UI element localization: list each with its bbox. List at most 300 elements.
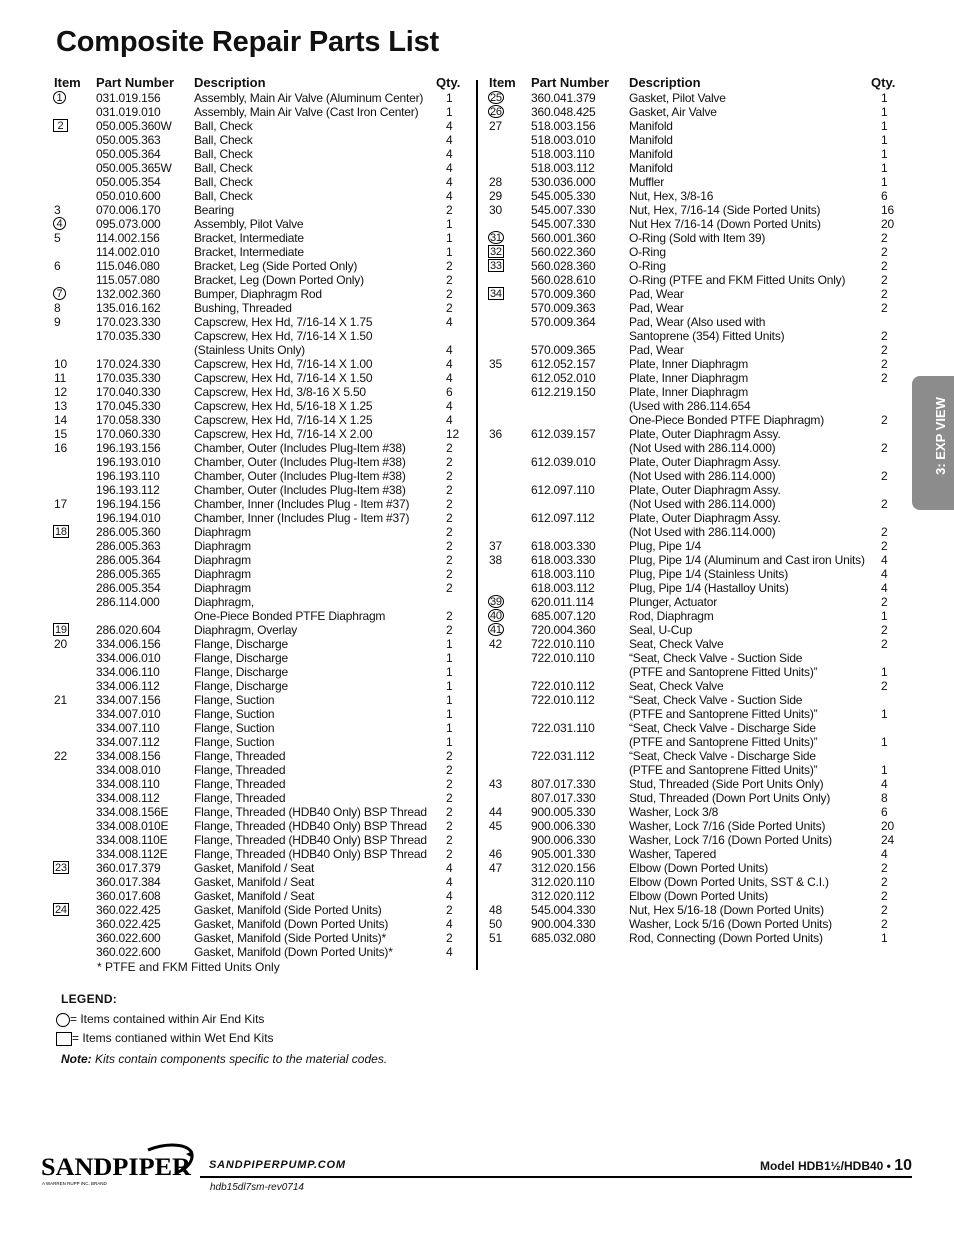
qty-cell: 1 bbox=[446, 735, 453, 749]
table-header bbox=[52, 75, 466, 91]
table-row bbox=[487, 847, 901, 861]
table-row bbox=[52, 329, 466, 343]
part-number-cell: 612.039.010 bbox=[531, 455, 596, 469]
qty-cell: 2 bbox=[446, 931, 453, 945]
description-cell: Ball, Check bbox=[194, 175, 253, 189]
part-number-cell: 312.020.156 bbox=[531, 861, 596, 875]
description-cell: Flange, Threaded (HDB40 Only) BSP Thread bbox=[194, 819, 427, 833]
qty-cell: 4 bbox=[881, 553, 888, 567]
table-row bbox=[487, 371, 901, 385]
table-row bbox=[52, 833, 466, 847]
table-row bbox=[52, 427, 466, 441]
part-number-cell: 334.008.112 bbox=[96, 791, 160, 805]
item-cell: 22 bbox=[54, 749, 67, 763]
description-cell: Flange, Threaded bbox=[194, 763, 286, 777]
table-row bbox=[52, 399, 466, 413]
part-number-cell: 620.011.114 bbox=[531, 595, 594, 609]
qty-cell: 2 bbox=[881, 301, 888, 315]
table-row bbox=[52, 203, 466, 217]
description-cell: Flange, Suction bbox=[194, 707, 275, 721]
item-cell: 9 bbox=[54, 315, 61, 329]
table-row bbox=[52, 903, 466, 917]
website-link[interactable]: SANDPIPERPUMP.COM bbox=[209, 1159, 346, 1171]
description-cell: Pad, Wear (Also used with bbox=[629, 315, 766, 329]
table-row bbox=[487, 245, 901, 259]
description-cell: Gasket, Air Valve bbox=[629, 105, 717, 119]
logo-subtext: A WARREN RUPP INC. BRAND bbox=[42, 1181, 107, 1186]
part-number-cell: 722.010.110 bbox=[531, 637, 595, 651]
table-row bbox=[52, 511, 466, 525]
part-number-cell: 196.194.156 bbox=[96, 497, 161, 511]
part-number-cell: 545.004.330 bbox=[531, 903, 596, 917]
table-row bbox=[487, 819, 901, 833]
table-row bbox=[487, 105, 901, 119]
qty-cell: 16 bbox=[881, 203, 894, 217]
qty-cell: 4 bbox=[446, 133, 453, 147]
part-number-cell: 900.006.330 bbox=[531, 833, 596, 847]
description-cell: Chamber, Outer (Includes Plug-Item #38) bbox=[194, 483, 406, 497]
qty-cell: 2 bbox=[446, 469, 453, 483]
qty-cell: 2 bbox=[446, 525, 453, 539]
description-cell: Plate, Outer Diaphragm Assy. bbox=[629, 427, 781, 441]
item-cell: 47 bbox=[489, 861, 502, 875]
item-cell: 13 bbox=[54, 399, 67, 413]
part-number-cell: 612.097.112 bbox=[531, 511, 595, 525]
table-row bbox=[52, 371, 466, 385]
qty-cell: 2 bbox=[446, 301, 453, 315]
part-number-cell: 132.002.360 bbox=[96, 287, 161, 301]
part-number-cell: 050.005.354 bbox=[96, 175, 161, 189]
table-row bbox=[52, 679, 466, 693]
header-description: Description bbox=[194, 75, 266, 90]
table-row bbox=[487, 189, 901, 203]
part-number-cell: 114.002.010 bbox=[96, 245, 160, 259]
part-number-cell: 334.007.110 bbox=[96, 721, 160, 735]
table-row bbox=[487, 259, 901, 273]
section-tab[interactable] bbox=[912, 376, 954, 510]
part-number-cell: 170.040.330 bbox=[96, 385, 161, 399]
description-cell: Chamber, Inner (Includes Plug - Item #37) bbox=[194, 511, 410, 525]
table-row bbox=[52, 245, 466, 259]
legend-air-end-text: = Items contained within Air End Kits bbox=[70, 1012, 265, 1026]
description-cell: Ball, Check bbox=[194, 189, 253, 203]
qty-cell: 1 bbox=[881, 763, 888, 777]
qty-cell: 2 bbox=[446, 567, 453, 581]
qty-cell: 2 bbox=[881, 245, 888, 259]
description-cell: Flange, Suction bbox=[194, 693, 275, 707]
table-row bbox=[52, 385, 466, 399]
qty-cell: 1 bbox=[881, 707, 888, 721]
part-number-cell: 570.009.364 bbox=[531, 315, 596, 329]
qty-cell: 6 bbox=[881, 805, 888, 819]
description-cell: Flange, Threaded bbox=[194, 777, 286, 791]
part-number-cell: 612.052.157 bbox=[531, 357, 596, 371]
table-row bbox=[52, 259, 466, 273]
part-number-cell: 170.035.330 bbox=[96, 329, 161, 343]
qty-cell: 1 bbox=[446, 679, 453, 693]
part-number-cell: 560.028.610 bbox=[531, 273, 596, 287]
table-row bbox=[487, 147, 901, 161]
part-number-cell: 612.097.110 bbox=[531, 483, 595, 497]
table-row bbox=[52, 231, 466, 245]
table-row bbox=[52, 749, 466, 763]
model-name: Model HDB1½/HDB40 • bbox=[759, 1159, 895, 1173]
table-row bbox=[487, 203, 901, 217]
part-number-cell: 570.009.360 bbox=[531, 287, 596, 301]
part-number-cell: 286.005.365 bbox=[96, 567, 161, 581]
part-number-cell: 807.017.330 bbox=[531, 777, 596, 791]
qty-cell: 2 bbox=[446, 777, 453, 791]
description-cell: Nut, Hex 5/16-18 (Down Ported Units) bbox=[629, 903, 824, 917]
table-row bbox=[487, 455, 901, 469]
part-number-cell: 685.007.120 bbox=[531, 609, 596, 623]
qty-cell: 4 bbox=[446, 399, 453, 413]
description-cell: (Stainless Units Only) bbox=[194, 343, 305, 357]
description-cell: Gasket, Manifold (Down Ported Units)* bbox=[194, 945, 393, 959]
item-cell: 35 bbox=[489, 357, 502, 371]
part-number-cell: 334.007.010 bbox=[96, 707, 161, 721]
wet-end-kit-marker: 33 bbox=[490, 260, 502, 272]
table-row bbox=[487, 315, 901, 329]
wet-end-kit-marker: 19 bbox=[55, 624, 67, 636]
description-cell: Diaphragm, bbox=[194, 595, 255, 609]
qty-cell: 4 bbox=[446, 343, 453, 357]
part-number-cell: 286.020.604 bbox=[96, 623, 161, 637]
table-row bbox=[487, 735, 901, 749]
description-cell: Ball, Check bbox=[194, 133, 253, 147]
qty-cell: 1 bbox=[446, 91, 453, 105]
description-cell: Flange, Suction bbox=[194, 721, 275, 735]
qty-cell: 1 bbox=[881, 133, 888, 147]
part-number-cell: 360.017.379 bbox=[96, 861, 161, 875]
qty-cell: 2 bbox=[881, 525, 888, 539]
table-row bbox=[487, 763, 901, 777]
description-cell: Diaphragm bbox=[194, 539, 251, 553]
table-row bbox=[52, 119, 466, 133]
description-cell: “Seat, Check Valve - Suction Side bbox=[629, 693, 803, 707]
wet-end-kit-marker: 34 bbox=[490, 288, 502, 300]
description-cell: Flange, Discharge bbox=[194, 679, 288, 693]
item-cell: 5 bbox=[54, 231, 61, 245]
description-cell: Flange, Threaded bbox=[194, 791, 286, 805]
description-cell: Plug, Pipe 1/4 (Stainless Units) bbox=[629, 567, 789, 581]
qty-cell: 4 bbox=[446, 861, 453, 875]
table-row bbox=[52, 161, 466, 175]
part-number-cell: 095.073.000 bbox=[96, 217, 161, 231]
description-cell: Diaphragm bbox=[194, 553, 251, 567]
rows-right bbox=[487, 91, 901, 945]
description-cell: (PTFE and Santoprene Fitted Units)” bbox=[629, 665, 818, 679]
table-row bbox=[487, 217, 901, 231]
part-number-cell: 170.045.330 bbox=[96, 399, 161, 413]
qty-cell: 2 bbox=[446, 203, 453, 217]
table-row bbox=[52, 665, 466, 679]
description-cell: Santoprene (354) Fitted Units) bbox=[629, 329, 785, 343]
item-cell: 10 bbox=[54, 357, 67, 371]
part-number-cell: 286.005.364 bbox=[96, 553, 161, 567]
description-cell: Chamber, Inner (Includes Plug - Item #37) bbox=[194, 497, 410, 511]
item-cell: 50 bbox=[489, 917, 502, 931]
page-title: Composite Repair Parts List bbox=[56, 26, 439, 58]
table-row bbox=[52, 147, 466, 161]
table-row bbox=[52, 917, 466, 931]
description-cell: Flange, Threaded bbox=[194, 749, 286, 763]
description-cell: Capscrew, Hex Hd, 7/16-14 X 2.00 bbox=[194, 427, 373, 441]
part-number-cell: 560.022.360 bbox=[531, 245, 596, 259]
qty-cell: 2 bbox=[881, 441, 888, 455]
header-part-number: Part Number bbox=[531, 75, 610, 90]
air-end-kit-marker: 39 bbox=[490, 596, 502, 608]
table-row bbox=[487, 903, 901, 917]
section-tab-label: 3: EXP VIEW bbox=[933, 397, 948, 475]
item-cell: 6 bbox=[54, 259, 61, 273]
qty-cell: 2 bbox=[446, 483, 453, 497]
qty-cell: 4 bbox=[446, 917, 453, 931]
description-cell: Assembly, Main Air Valve (Aluminum Center) bbox=[194, 91, 424, 105]
part-number-cell: 334.008.110E bbox=[96, 833, 168, 847]
table-row bbox=[52, 595, 466, 609]
table-row bbox=[487, 161, 901, 175]
part-number-cell: 334.008.010 bbox=[96, 763, 161, 777]
table-row bbox=[52, 805, 466, 819]
description-cell: Pad, Wear bbox=[629, 343, 684, 357]
description-cell: Assembly, Pilot Valve bbox=[194, 217, 304, 231]
wet-end-kit-marker: 18 bbox=[55, 526, 67, 538]
sandpiper-logo-icon bbox=[40, 1142, 196, 1192]
qty-cell: 2 bbox=[881, 329, 888, 343]
table-row bbox=[487, 469, 901, 483]
description-cell: Gasket, Manifold (Down Ported Units) bbox=[194, 917, 389, 931]
part-number-cell: 518.003.110 bbox=[531, 147, 595, 161]
air-end-kit-marker: 26 bbox=[490, 106, 502, 118]
qty-cell: 1 bbox=[881, 161, 888, 175]
qty-cell: 8 bbox=[881, 791, 888, 805]
qty-cell: 2 bbox=[446, 791, 453, 805]
table-row bbox=[487, 511, 901, 525]
item-cell: 30 bbox=[489, 203, 502, 217]
item-cell: 29 bbox=[489, 189, 502, 203]
table-row bbox=[52, 777, 466, 791]
table-row bbox=[487, 721, 901, 735]
qty-cell: 2 bbox=[881, 539, 888, 553]
qty-cell: 24 bbox=[881, 833, 894, 847]
description-cell: O-Ring bbox=[629, 245, 666, 259]
table-row bbox=[487, 399, 901, 413]
description-cell: One-Piece Bonded PTFE Diaphragm bbox=[194, 609, 386, 623]
table-row bbox=[487, 651, 901, 665]
table-row bbox=[487, 427, 901, 441]
description-cell: Capscrew, Hex Hd, 7/16-14 X 1.50 bbox=[194, 371, 373, 385]
qty-cell: 2 bbox=[446, 259, 453, 273]
qty-cell: 4 bbox=[446, 889, 453, 903]
description-cell: Washer, Lock 3/8 bbox=[629, 805, 719, 819]
table-row bbox=[487, 693, 901, 707]
qty-cell: 4 bbox=[446, 315, 453, 329]
qty-cell: 4 bbox=[446, 875, 453, 889]
description-cell: Capscrew, Hex Hd, 7/16-14 X 1.25 bbox=[194, 413, 373, 427]
part-number-cell: 114.002.156 bbox=[96, 231, 160, 245]
table-row bbox=[52, 875, 466, 889]
table-row bbox=[52, 525, 466, 539]
header-qty: Qty. bbox=[436, 75, 461, 90]
table-row bbox=[52, 567, 466, 581]
description-cell: (Not Used with 286.114.000) bbox=[629, 525, 776, 539]
table-row bbox=[52, 861, 466, 875]
air-end-kit-marker: 7 bbox=[53, 287, 66, 300]
item-cell: 38 bbox=[489, 553, 502, 567]
table-row bbox=[487, 175, 901, 189]
description-cell: Stud, Threaded (Down Port Units Only) bbox=[629, 791, 831, 805]
item-cell: 51 bbox=[489, 931, 502, 945]
page-number: 10 bbox=[894, 1157, 912, 1174]
description-cell: Capscrew, Hex Hd, 7/16-14 X 1.75 bbox=[194, 315, 373, 329]
part-number-cell: 115.046.080 bbox=[96, 259, 160, 273]
qty-cell: 2 bbox=[881, 861, 888, 875]
legend-wet-end bbox=[56, 1031, 274, 1046]
qty-cell: 4 bbox=[881, 567, 888, 581]
table-row bbox=[52, 931, 466, 945]
description-cell: Flange, Suction bbox=[194, 735, 275, 749]
qty-cell: 12 bbox=[446, 427, 459, 441]
qty-cell: 2 bbox=[881, 469, 888, 483]
qty-cell: 6 bbox=[881, 189, 888, 203]
table-row bbox=[487, 791, 901, 805]
item-cell: 15 bbox=[54, 427, 67, 441]
qty-cell: 2 bbox=[446, 805, 453, 819]
qty-cell: 2 bbox=[446, 497, 453, 511]
table-row bbox=[52, 189, 466, 203]
part-number-cell: 545.005.330 bbox=[531, 189, 596, 203]
description-cell: Plunger, Actuator bbox=[629, 595, 717, 609]
parts-table-left bbox=[52, 75, 466, 959]
table-row bbox=[52, 133, 466, 147]
table-row bbox=[52, 889, 466, 903]
part-number-cell: 518.003.156 bbox=[531, 119, 596, 133]
table-row bbox=[52, 553, 466, 567]
part-number-cell: 570.009.363 bbox=[531, 301, 596, 315]
part-number-cell: 560.028.360 bbox=[531, 259, 596, 273]
description-cell: Plug, Pipe 1/4 (Hastalloy Units) bbox=[629, 581, 789, 595]
qty-cell: 1 bbox=[881, 147, 888, 161]
part-number-cell: 612.039.157 bbox=[531, 427, 596, 441]
header-item: Item bbox=[489, 75, 516, 90]
qty-cell: 2 bbox=[881, 637, 888, 651]
part-number-cell: 545.007.330 bbox=[531, 203, 596, 217]
table-row bbox=[52, 847, 466, 861]
qty-cell: 4 bbox=[881, 847, 888, 861]
part-number-cell: 170.058.330 bbox=[96, 413, 161, 427]
description-cell: Flange, Discharge bbox=[194, 637, 288, 651]
description-cell: Seal, U-Cup bbox=[629, 623, 693, 637]
part-number-cell: 612.219.150 bbox=[531, 385, 596, 399]
qty-cell: 2 bbox=[881, 903, 888, 917]
description-cell: Ball, Check bbox=[194, 119, 253, 133]
qty-cell: 1 bbox=[446, 245, 453, 259]
table-row bbox=[487, 623, 901, 637]
description-cell: Gasket, Pilot Valve bbox=[629, 91, 726, 105]
part-number-cell: 286.005.354 bbox=[96, 581, 161, 595]
qty-cell: 2 bbox=[881, 413, 888, 427]
table-row bbox=[487, 777, 901, 791]
item-cell: 43 bbox=[489, 777, 502, 791]
qty-cell: 20 bbox=[881, 819, 894, 833]
part-number-cell: 900.006.330 bbox=[531, 819, 596, 833]
part-number-cell: 334.008.110 bbox=[96, 777, 160, 791]
part-number-cell: 334.008.010E bbox=[96, 819, 169, 833]
table-row bbox=[487, 497, 901, 511]
item-cell: 12 bbox=[54, 385, 67, 399]
wet-end-kit-marker: 32 bbox=[490, 246, 502, 258]
column-divider bbox=[476, 80, 478, 970]
description-cell: Ball, Check bbox=[194, 147, 253, 161]
qty-cell: 2 bbox=[881, 875, 888, 889]
part-number-cell: 286.005.360 bbox=[96, 525, 161, 539]
part-number-cell: 286.005.363 bbox=[96, 539, 161, 553]
table-row bbox=[487, 931, 901, 945]
table-row bbox=[487, 385, 901, 399]
description-cell: Nut, Hex, 7/16-14 (Side Ported Units) bbox=[629, 203, 821, 217]
description-cell: Elbow (Down Ported Units, SST & C.I.) bbox=[629, 875, 829, 889]
description-cell: Bracket, Intermediate bbox=[194, 231, 304, 245]
table-row bbox=[487, 119, 901, 133]
description-cell: Gasket, Manifold (Side Ported Units)* bbox=[194, 931, 387, 945]
header-qty: Qty. bbox=[871, 75, 896, 90]
description-cell: (PTFE and Santoprene Fitted Units)” bbox=[629, 707, 818, 721]
item-cell: 14 bbox=[54, 413, 67, 427]
description-cell: “Seat, Check Valve - Discharge Side bbox=[629, 721, 816, 735]
description-cell: Nut Hex 7/16-14 (Down Ported Units) bbox=[629, 217, 821, 231]
qty-cell: 2 bbox=[881, 371, 888, 385]
table-header bbox=[487, 75, 901, 91]
description-cell: O-Ring (PTFE and FKM Fitted Units Only) bbox=[629, 273, 846, 287]
item-cell: 20 bbox=[54, 637, 67, 651]
item-cell: 28 bbox=[489, 175, 502, 189]
table-row bbox=[487, 889, 901, 903]
qty-cell: 2 bbox=[881, 497, 888, 511]
air-end-kit-marker: 31 bbox=[490, 232, 502, 244]
part-number-cell: 334.007.156 bbox=[96, 693, 161, 707]
table-row bbox=[52, 273, 466, 287]
description-cell: Bracket, Intermediate bbox=[194, 245, 304, 259]
part-number-cell: 196.193.110 bbox=[96, 469, 160, 483]
table-row bbox=[487, 483, 901, 497]
description-cell: Seat, Check Valve bbox=[629, 637, 724, 651]
description-cell: Flange, Threaded (HDB40 Only) BSP Thread bbox=[194, 833, 427, 847]
part-number-cell: 170.023.330 bbox=[96, 315, 161, 329]
qty-cell: 20 bbox=[881, 217, 894, 231]
description-cell: Nut, Hex, 3/8-16 bbox=[629, 189, 714, 203]
table-row bbox=[487, 133, 901, 147]
part-number-cell: 286.114.000 bbox=[96, 595, 160, 609]
table-row bbox=[487, 637, 901, 651]
part-number-cell: 360.041.379 bbox=[531, 91, 596, 105]
parts-table-right bbox=[487, 75, 901, 945]
part-number-cell: 196.193.156 bbox=[96, 441, 161, 455]
qty-cell: 2 bbox=[881, 595, 888, 609]
part-number-cell: 050.005.364 bbox=[96, 147, 161, 161]
description-cell: “Seat, Check Valve - Suction Side bbox=[629, 651, 803, 665]
part-number-cell: 900.004.330 bbox=[531, 917, 596, 931]
part-number-cell: 050.005.360W bbox=[96, 119, 172, 133]
qty-cell: 2 bbox=[446, 819, 453, 833]
part-number-cell: 334.008.156E bbox=[96, 805, 169, 819]
kits-note bbox=[61, 1052, 387, 1066]
description-cell: Capscrew, Hex Hd, 3/8-16 X 5.50 bbox=[194, 385, 366, 399]
air-end-kit-marker: 40 bbox=[490, 610, 502, 622]
part-number-cell: 360.022.600 bbox=[96, 931, 161, 945]
description-cell: Plate, Inner Diaphragm bbox=[629, 385, 748, 399]
description-cell: Bearing bbox=[194, 203, 234, 217]
